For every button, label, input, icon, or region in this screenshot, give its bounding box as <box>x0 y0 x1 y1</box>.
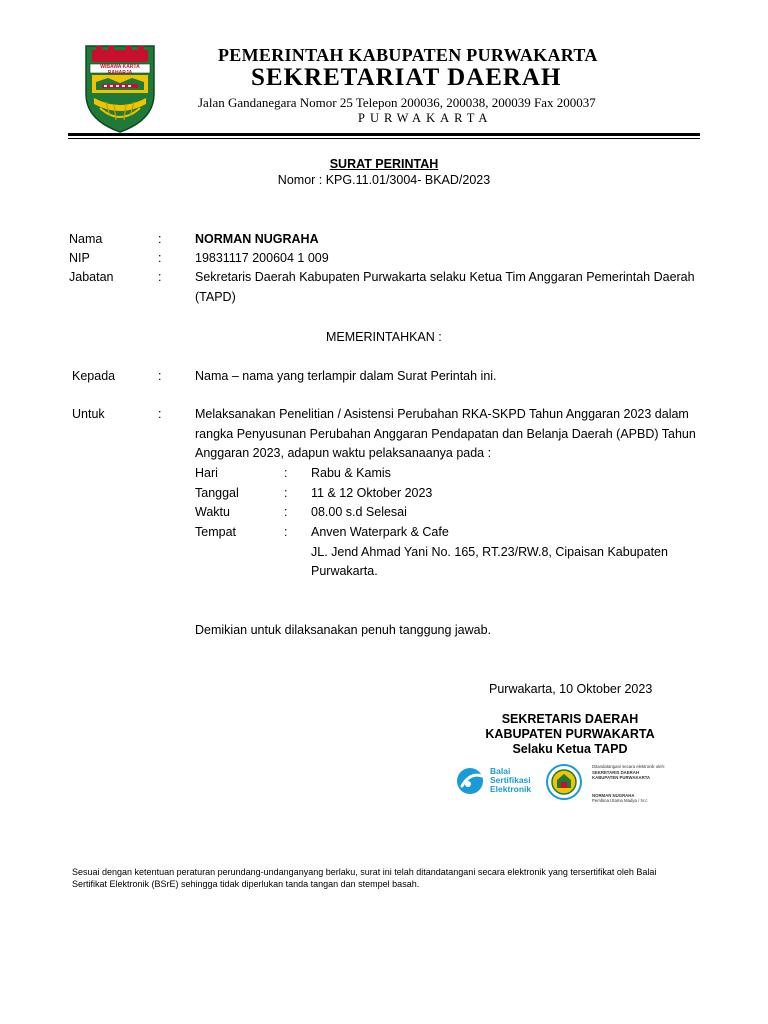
coat-of-arms-icon <box>80 42 160 134</box>
untuk-colon: : <box>158 407 162 421</box>
untuk-label: Untuk <box>72 407 105 421</box>
closing-sentence: Demikian untuk dilaksanakan penuh tanggung jawab. <box>195 623 492 637</box>
signed-title-2: KABUPATEN PURWAKARTA <box>592 775 651 780</box>
untuk-line1: Melaksanakan Penelitian / Asistensi Perubahan RKA-SKPD Tahun Anggaran 2023 dalam <box>195 407 689 421</box>
tanggal-colon: : <box>284 486 288 500</box>
bsre-text-3: Elektronik <box>490 784 532 794</box>
waktu-colon: : <box>284 505 288 519</box>
tempat-value-line3: Purwakarta. <box>311 564 378 578</box>
tempat-value-line1: Anven Waterpark & Cafe <box>311 525 449 539</box>
kop-line-kota: PURWAKARTA <box>358 111 493 125</box>
waktu-label: Waktu <box>195 505 230 519</box>
jabatan-label: Jabatan <box>69 270 114 284</box>
tanggal-label: Tanggal <box>195 486 239 500</box>
letter-title: SURAT PERINTAH <box>329 157 439 171</box>
kop-line-pemerintah: PEMERINTAH KABUPATEN PURWAKARTA <box>218 45 598 65</box>
jabatan-colon: : <box>158 270 162 284</box>
nama-colon: : <box>158 232 162 246</box>
bsre-text-2: Sertifikasi <box>490 775 531 785</box>
hari-label: Hari <box>195 466 218 480</box>
kop-logo <box>80 42 160 134</box>
kop-line-alamat: Jalan Gandanegara Nomor 25 Telepon 200036, 200038, 200039 Fax 200037 <box>198 95 596 110</box>
signed-note: Ditandatangani secara elektronik oleh: <box>592 764 666 769</box>
bsre-badge-icon <box>456 766 488 796</box>
signature-title-2: KABUPATEN PURWAKARTA <box>485 727 655 741</box>
signed-rank: Pembina Utama Madya / IV.c <box>592 798 648 803</box>
signed-spacer <box>592 781 692 793</box>
waktu-value: 08.00 s.d Selesai <box>311 505 407 519</box>
tanggal-value: 11 & 12 Oktober 2023 <box>311 486 433 500</box>
kepada-value: Nama – nama yang terlampir dalam Surat Perintah ini. <box>195 369 497 383</box>
signed-title-1: SEKRETARIS DAERAH <box>592 769 639 775</box>
nip-label: NIP <box>69 251 90 265</box>
tempat-value-line2: JL. Jend Ahmad Yani No. 165, RT.23/RW.8, Cipaisan Kabupaten <box>311 545 668 559</box>
jabatan-value-line2: (TAPD) <box>195 290 236 304</box>
memerintahkan-heading: MEMERINTAHKAN : <box>326 330 442 344</box>
signed-name: NORMAN NUGRAHA <box>592 792 635 798</box>
footer-note-line2: Sertifikat Elektronik (BSrE) sehingga tidak diperlukan tanda tangan dan stempel basah. <box>72 879 420 889</box>
untuk-line3: Anggaran 2023, adapun waktu pelaksanaanya pada : <box>195 446 492 460</box>
bsre-text <box>490 767 531 794</box>
tempat-label: Tempat <box>195 525 236 539</box>
bsre-logo <box>456 766 542 796</box>
bsre-text-1: Balai <box>490 766 511 776</box>
signature-place-date: Purwakarta, 10 Oktober 2023 <box>489 682 653 696</box>
logo-motto-text: WIBAWA KARTA RAHARJA <box>100 64 140 76</box>
hari-value: Rabu & Kamis <box>311 466 391 480</box>
signature-title-1: SEKRETARIS DAERAH <box>501 712 639 726</box>
kop-line-sekretariat: SEKRETARIAT DAERAH <box>251 64 562 91</box>
signature-title-3: Selaku Ketua TAPD <box>512 742 628 756</box>
footer-note-line1: Sesuai dengan ketentuan peraturan perundang-undanganyang berlaku, surat ini telah ditandatangani secara elektronik yang tersertifikat oleh Balai <box>72 867 657 877</box>
e-signature-details <box>592 764 692 804</box>
hari-colon: : <box>284 466 288 480</box>
logo-motto <box>90 64 150 76</box>
nama-value: NORMAN NUGRAHA <box>195 232 319 246</box>
letter-number: Nomor : KPG.11.01/3004- BKAD/2023 <box>277 173 491 187</box>
jabatan-value-line1: Sekretaris Daerah Kabupaten Purwakarta selaku Ketua Tim Anggaran Pemerintah Daerah <box>195 270 695 284</box>
kepada-colon: : <box>158 369 162 383</box>
tempat-colon: : <box>284 525 288 539</box>
kepada-label: Kepada <box>72 369 116 383</box>
kop-rule-thick <box>68 133 700 136</box>
untuk-line2: rangka Penyusunan Perubahan Anggaran Pendapatan dan Belanja Daerah (APBD) Tahun <box>195 427 696 441</box>
kop-rule-thin <box>68 138 700 139</box>
e-seal <box>545 764 583 800</box>
nip-colon: : <box>158 251 162 265</box>
nama-label: Nama <box>69 232 103 246</box>
nip-value: 19831117 200604 1 009 <box>195 251 329 265</box>
e-seal-icon <box>545 764 583 800</box>
